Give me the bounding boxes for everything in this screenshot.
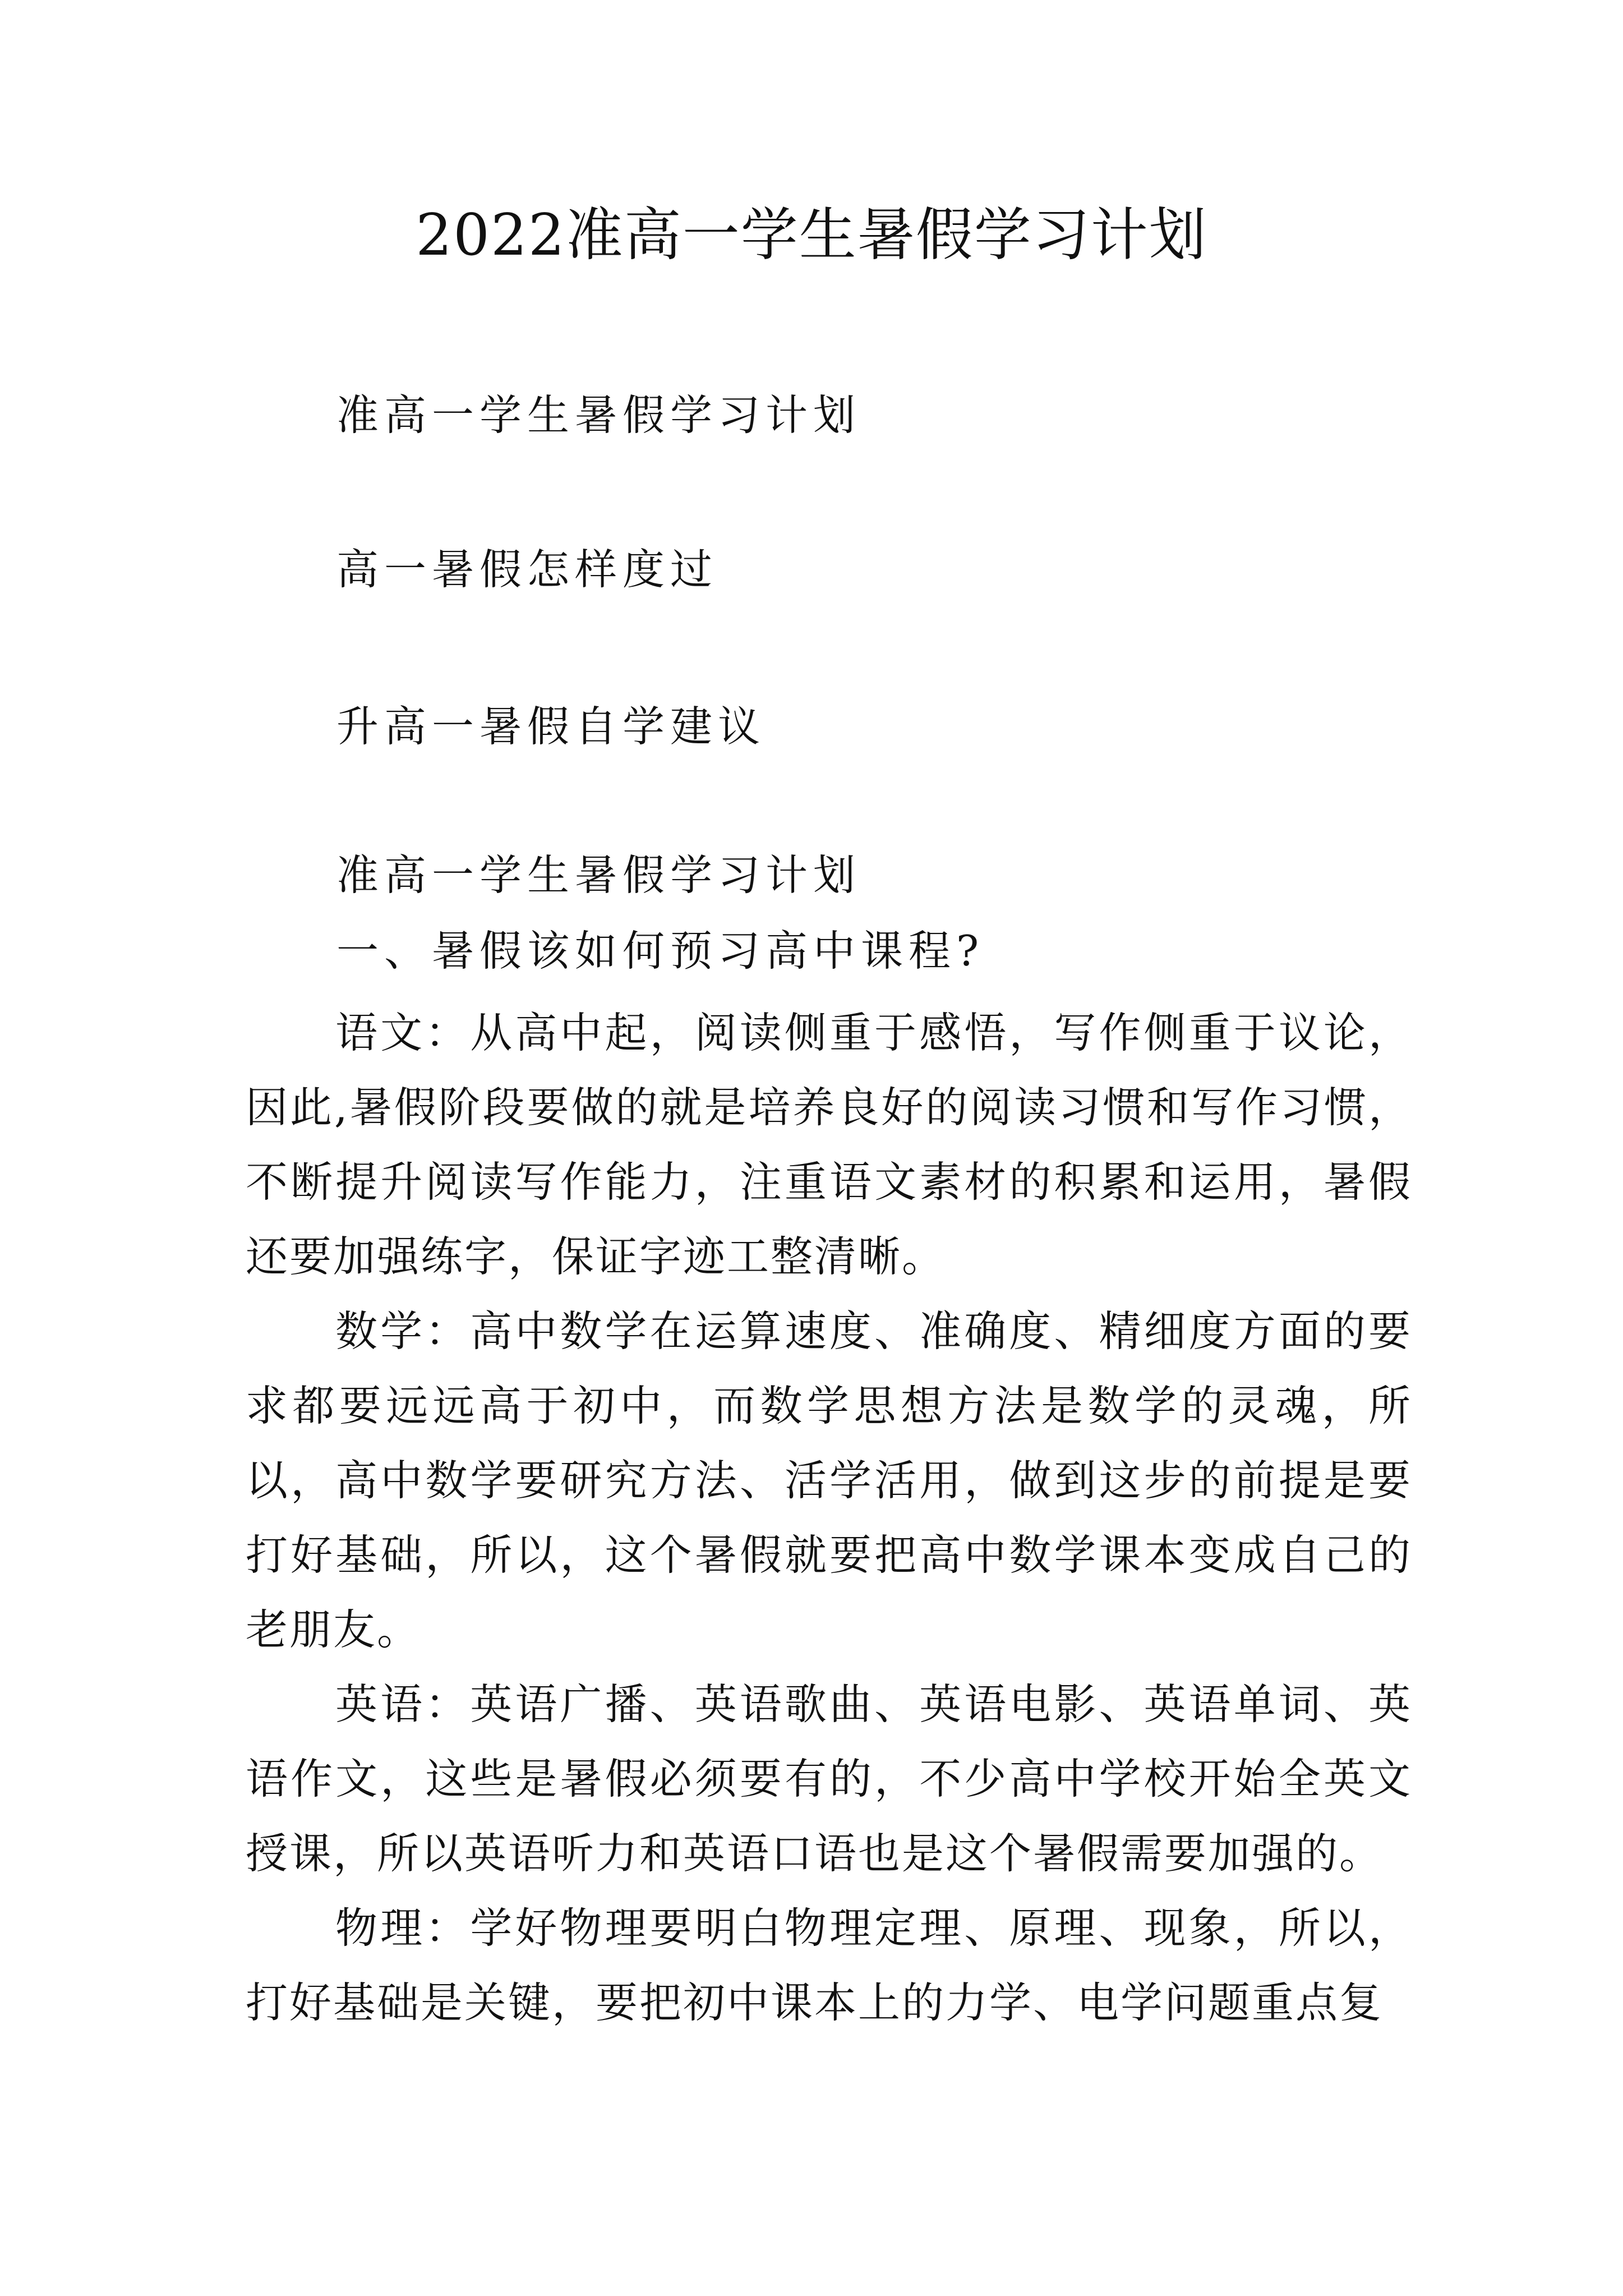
subsection-heading-preview-courses: 一、暑假该如何预习高中课程?	[336, 926, 985, 976]
paragraph-math: 数学：高中数学在运算速度、准确度、精细度方面的要求都要远远高于初中，而数学思想方法是数学的灵魂，所以，高中数学要研究方法、活学活用，做到这步的前提是要打好基础，所以，这个暑假就要把高中数学课本变成自己的老朋友。	[246, 1306, 1412, 1654]
section-heading-how-to-spend: 高一暑假怎样度过	[336, 545, 718, 594]
section-heading-plan-repeat: 准高一学生暑假学习计划	[336, 850, 861, 900]
section-heading-plan: 准高一学生暑假学习计划	[336, 390, 861, 440]
paragraph-english: 英语：英语广播、英语歌曲、英语电影、英语单词、英语作文，这些是暑假必须要有的，不少高中学校开始全英文授课，所以英语听力和英语口语也是这个暑假需要加强的。	[246, 1680, 1412, 1878]
paragraph-physics: 物理：学好物理要明白物理定理、原理、现象，所以，打好基础是关键，要把初中课本上的力学、电学问题重点复	[246, 1903, 1412, 2027]
document-title: 2022准高一学生暑假学习计划	[416, 202, 1207, 269]
paragraph-chinese: 语文：从高中起，阅读侧重于感悟，写作侧重于议论，因此,暑假阶段要做的就是培养良好的阅读习惯和写作习惯，不断提升阅读写作能力，注重语文素材的积累和运用，暑假还要加强练字，保证字迹工整清晰。	[246, 1008, 1412, 1281]
section-heading-self-study-advice: 升高一暑假自学建议	[336, 702, 766, 751]
body-text	[246, 996, 1412, 2040]
